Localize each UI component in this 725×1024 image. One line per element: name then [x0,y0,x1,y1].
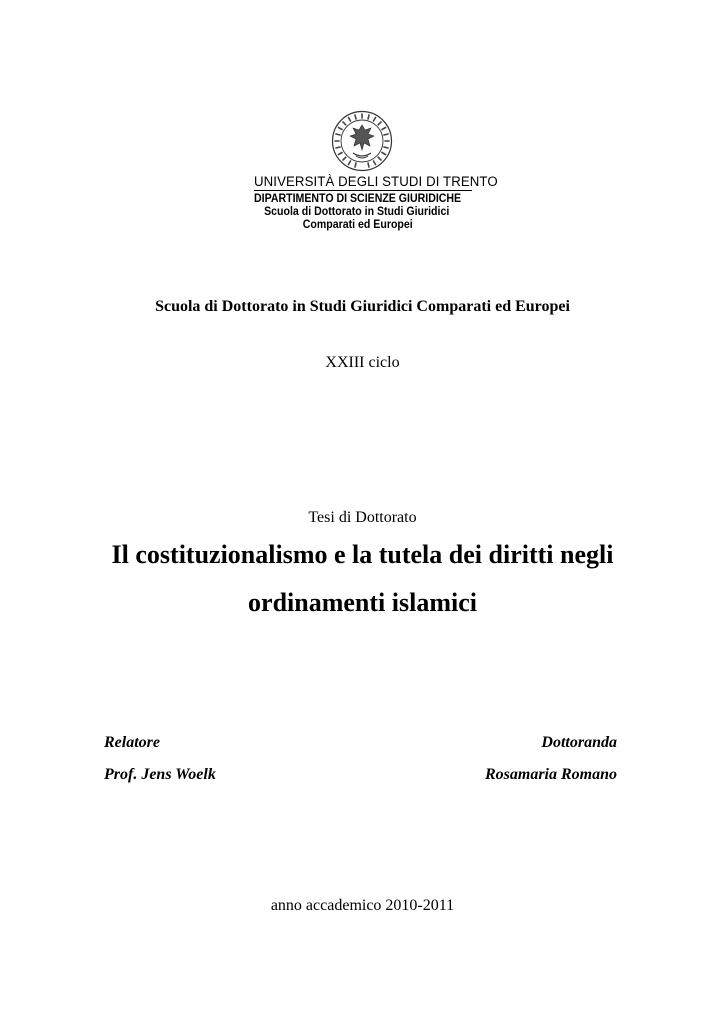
university-header [254,174,498,232]
university-name: UNIVERSITÀ DEGLI STUDI DI TRENTO [254,174,498,189]
seal-icon [331,110,393,172]
supervisor-role: Relatore [104,734,160,751]
university-seal-logo [331,110,393,172]
thesis-type-label: Tesi di Dottorato [308,509,417,526]
doctoral-school-line-2: Comparati ed Europei [302,219,413,232]
supervisor-name: Prof. Jens Woelk [104,766,216,783]
thesis-title-line-2: ordinamenti islamici [248,588,477,617]
header-divider [254,190,472,191]
doctoral-school-title: Scuola di Dottorato in Studi Giuridici Comparati ed Europei [155,298,570,315]
academic-year: anno accademico 2010-2011 [270,897,455,914]
candidate-name: Rosamaria Romano [484,766,617,783]
thesis-title-line-1: Il costituzionalismo e la tutela dei diritti negli [111,540,614,569]
candidate-role: Dottoranda [541,734,617,751]
cycle-label: XXIII ciclo [325,354,400,371]
department-name: DIPARTIMENTO DI SCIENZE GIURIDICHE [254,193,462,206]
doctoral-school-line-1: Scuola di Dottorato in Studi Giuridici [264,206,450,219]
